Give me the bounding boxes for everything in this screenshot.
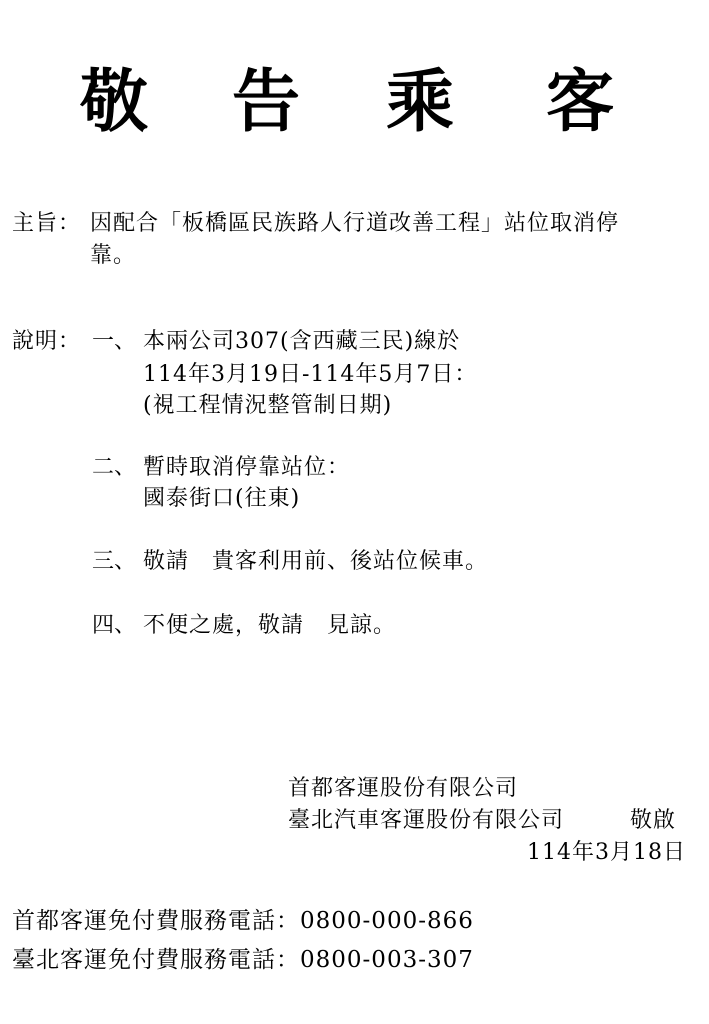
subject-text-line1: 因配合「板橋區民族路人行道改善工程」站位取消停 (90, 211, 620, 236)
subject-label: 主旨： (12, 211, 82, 236)
signature-closing: 敬啟 (630, 808, 677, 833)
subject-text-line2: 靠。 (90, 243, 137, 268)
title-char: 告 (232, 62, 301, 142)
title-char: 客 (546, 62, 615, 142)
notice-title (0, 62, 709, 142)
item-number: 二、 (92, 455, 137, 480)
item-1-line1: 本兩公司307(含西藏三民)線於 (143, 329, 461, 354)
signature-company-1: 首都客運股份有限公司 (288, 776, 519, 801)
hotline-2: 臺北客運免付費服務電話：0800-003-307 (12, 947, 474, 973)
item-4-line1: 不便之處，敬請 見諒。 (143, 613, 397, 638)
item-3-line1: 敬請 貴客利用前、後站位候車。 (143, 549, 489, 574)
explanation-label: 說明： (12, 329, 82, 354)
signature-company-2: 臺北汽車客運股份有限公司 (288, 808, 565, 833)
signature-date: 114年3月18日 (527, 840, 686, 865)
title-char: 敬 (80, 62, 149, 142)
item-number: 三、 (92, 549, 137, 574)
item-number: 四、 (92, 613, 137, 638)
item-1-line2: 114年3月19日-114年5月7日： (143, 362, 478, 387)
item-2-line2: 國泰街口(往東) (143, 486, 301, 511)
item-number: 一、 (92, 329, 137, 354)
item-1-line3: (視工程情況整管制日期) (143, 393, 393, 418)
hotline-1: 首都客運免付費服務電話：0800-000-866 (12, 908, 474, 934)
title-char: 乘 (386, 62, 455, 142)
item-2-line1: 暫時取消停靠站位： (143, 455, 351, 480)
